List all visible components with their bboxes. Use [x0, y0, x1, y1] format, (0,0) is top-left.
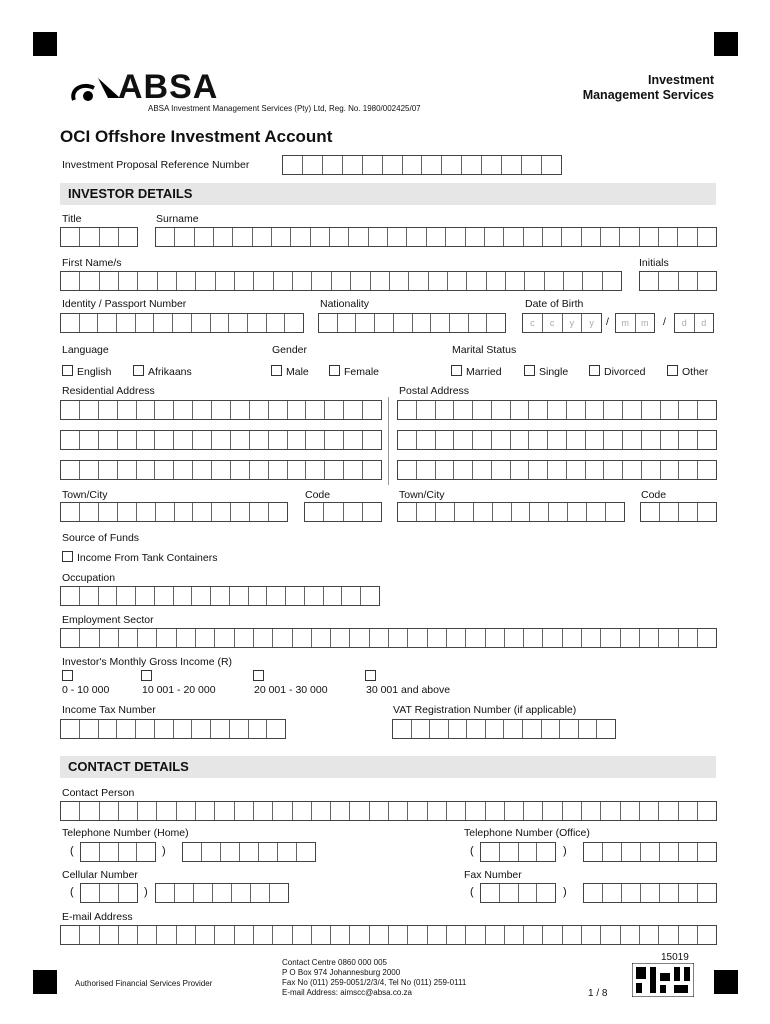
gender-female-checkbox[interactable]: Female — [329, 365, 379, 378]
checkbox-icon — [271, 365, 282, 376]
paren-open: ( — [70, 845, 74, 857]
postal-code-input[interactable] — [640, 502, 717, 522]
income-band2-checkbox[interactable] — [141, 670, 152, 681]
registration-mark-top-right — [714, 32, 738, 56]
vat-label: VAT Registration Number (if applicable) — [393, 704, 577, 716]
paren-open: ( — [70, 886, 74, 898]
id-number-input[interactable] — [60, 313, 304, 333]
source-funds-label: Source of Funds — [62, 532, 140, 544]
marital-other-checkbox[interactable]: Other — [667, 365, 708, 378]
contact-person-label: Contact Person — [62, 787, 135, 799]
language-english-checkbox[interactable]: English — [62, 365, 111, 378]
language-afrikaans-checkbox[interactable]: Afrikaans — [133, 365, 192, 378]
gender-label: Gender — [272, 344, 308, 356]
employment-label: Employment Sector — [62, 614, 154, 626]
income-band4-label: 30 001 and above — [366, 684, 451, 696]
marital-divorced-checkbox[interactable]: Divorced — [589, 365, 645, 378]
vat-number-input[interactable] — [392, 719, 616, 739]
postal-address-line1-input[interactable] — [397, 400, 717, 420]
first-names-input[interactable] — [60, 271, 622, 291]
proposal-number-input[interactable] — [282, 155, 562, 175]
nationality-input[interactable] — [318, 313, 506, 333]
form-title: OCI Offshore Investment Account — [60, 127, 333, 146]
footer-contact-centre: Contact Centre 0860 000 005 — [282, 958, 387, 967]
marital-married-checkbox[interactable]: Married — [451, 365, 502, 378]
employment-input[interactable] — [60, 628, 717, 648]
header-right-title — [583, 73, 714, 103]
income-label: Investor's Monthly Gross Income (R) — [62, 656, 233, 668]
investor-details-heading: INVESTOR DETAILS — [60, 183, 716, 205]
checkbox-icon — [524, 365, 535, 376]
paren-open: ( — [470, 845, 474, 857]
paren-close: ) — [162, 845, 166, 857]
dob-year-input[interactable]: c c y y — [522, 313, 602, 333]
residential-address-label: Residential Address — [62, 385, 155, 397]
cell-number-input[interactable] — [155, 883, 289, 903]
tel-office-code-input[interactable] — [480, 842, 556, 862]
source-income-tank-checkbox[interactable]: Income From Tank Containers — [62, 551, 217, 564]
checkbox-icon — [133, 365, 144, 376]
fax-number-input[interactable] — [583, 883, 717, 903]
fax-code-input[interactable] — [480, 883, 556, 903]
paren-close: ) — [563, 886, 567, 898]
dob-day-input[interactable]: d d — [674, 313, 714, 333]
residential-code-input[interactable] — [304, 502, 382, 522]
gender-male-checkbox[interactable]: Male — [271, 365, 309, 378]
registration-mark-bottom-left — [33, 970, 57, 994]
paren-close: ) — [144, 886, 148, 898]
tel-home-label: Telephone Number (Home) — [62, 827, 189, 839]
paren-open: ( — [470, 886, 474, 898]
income-band1-checkbox[interactable] — [62, 670, 73, 681]
tel-office-number-input[interactable] — [583, 842, 717, 862]
fax-label: Fax Number — [464, 869, 522, 881]
initials-input[interactable] — [639, 271, 717, 291]
residential-code-label: Code — [305, 489, 331, 501]
nationality-label: Nationality — [320, 298, 370, 310]
barcode-icon — [632, 963, 694, 997]
header-right-line2: Management Services — [582, 88, 714, 102]
residential-address-line1-input[interactable] — [60, 400, 382, 420]
residential-town-input[interactable] — [60, 502, 288, 522]
postal-town-input[interactable] — [397, 502, 625, 522]
language-label: Language — [62, 344, 109, 356]
footer-email: E-mail Address: aimscc@absa.co.za — [282, 988, 412, 997]
footer-contact-block — [282, 958, 466, 998]
income-band3-label: 20 001 - 30 000 — [254, 684, 328, 696]
tax-number-input[interactable] — [60, 719, 286, 739]
brand-wordmark: ABSA — [118, 68, 219, 106]
postal-address-line3-input[interactable] — [397, 460, 717, 480]
surname-label: Surname — [156, 213, 199, 225]
id-number-label: Identity / Passport Number — [62, 298, 187, 310]
checkbox-icon — [329, 365, 340, 376]
tel-office-label: Telephone Number (Office) — [464, 827, 590, 839]
registration-mark-bottom-right — [714, 970, 738, 994]
postal-address-label: Postal Address — [399, 385, 470, 397]
title-input[interactable] — [60, 227, 138, 247]
page-number: 1 / 8 — [588, 988, 608, 999]
income-band1-label: 0 - 10 000 — [62, 684, 110, 696]
postal-code-label: Code — [641, 489, 667, 501]
surname-input[interactable] — [155, 227, 717, 247]
marital-single-checkbox[interactable]: Single — [524, 365, 568, 378]
residential-town-label: Town/City — [62, 489, 108, 501]
checkbox-icon — [62, 365, 73, 376]
first-names-label: First Name/s — [62, 257, 122, 269]
footer-po-box: P O Box 974 Johannesburg 2000 — [282, 968, 401, 977]
address-divider — [388, 397, 389, 485]
occupation-label: Occupation — [62, 572, 116, 584]
contact-person-input[interactable] — [60, 801, 717, 821]
dob-month-input[interactable]: m m — [615, 313, 655, 333]
occupation-input[interactable] — [60, 586, 380, 606]
tel-home-number-input[interactable] — [182, 842, 316, 862]
postal-address-line2-input[interactable] — [397, 430, 717, 450]
email-input[interactable] — [60, 925, 717, 945]
income-band4-checkbox[interactable] — [365, 670, 376, 681]
title-label: Title — [62, 213, 82, 225]
footer-fax-tel: Fax No (011) 259-0051/2/3/4, Tel No (011) 259-0111 — [282, 978, 467, 987]
postal-town-label: Town/City — [399, 489, 445, 501]
checkbox-icon — [451, 365, 462, 376]
income-band2-label: 10 001 - 20 000 — [142, 684, 216, 696]
dob-label: Date of Birth — [525, 298, 584, 310]
checkbox-icon — [589, 365, 600, 376]
registration-line: ABSA Investment Management Services (Pty) Ltd, Reg. No. 1980/002425/07 — [148, 104, 421, 113]
marital-label: Marital Status — [452, 344, 517, 356]
tel-home-code-input[interactable] — [80, 842, 156, 862]
contact-details-heading: CONTACT DETAILS — [60, 756, 716, 778]
dob-separator: / — [663, 316, 666, 328]
initials-label: Initials — [639, 257, 669, 269]
header-right-line1: Investment — [648, 73, 714, 87]
proposal-label: Investment Proposal Reference Number — [62, 159, 250, 171]
registration-mark-top-left — [33, 32, 57, 56]
email-label: E-mail Address — [62, 911, 133, 923]
paren-close: ) — [563, 845, 567, 857]
cell-code-input[interactable] — [80, 883, 138, 903]
checkbox-icon — [62, 551, 73, 562]
income-band3-checkbox[interactable] — [253, 670, 264, 681]
residential-address-line2-input[interactable] — [60, 430, 382, 450]
form-number: 15019 — [661, 952, 689, 963]
cell-label: Cellular Number — [62, 869, 138, 881]
checkbox-icon — [667, 365, 678, 376]
tax-label: Income Tax Number — [62, 704, 156, 716]
dob-separator: / — [606, 316, 609, 328]
footer-provider: Authorised Financial Services Provider — [75, 979, 213, 988]
residential-address-line3-input[interactable] — [60, 460, 382, 480]
